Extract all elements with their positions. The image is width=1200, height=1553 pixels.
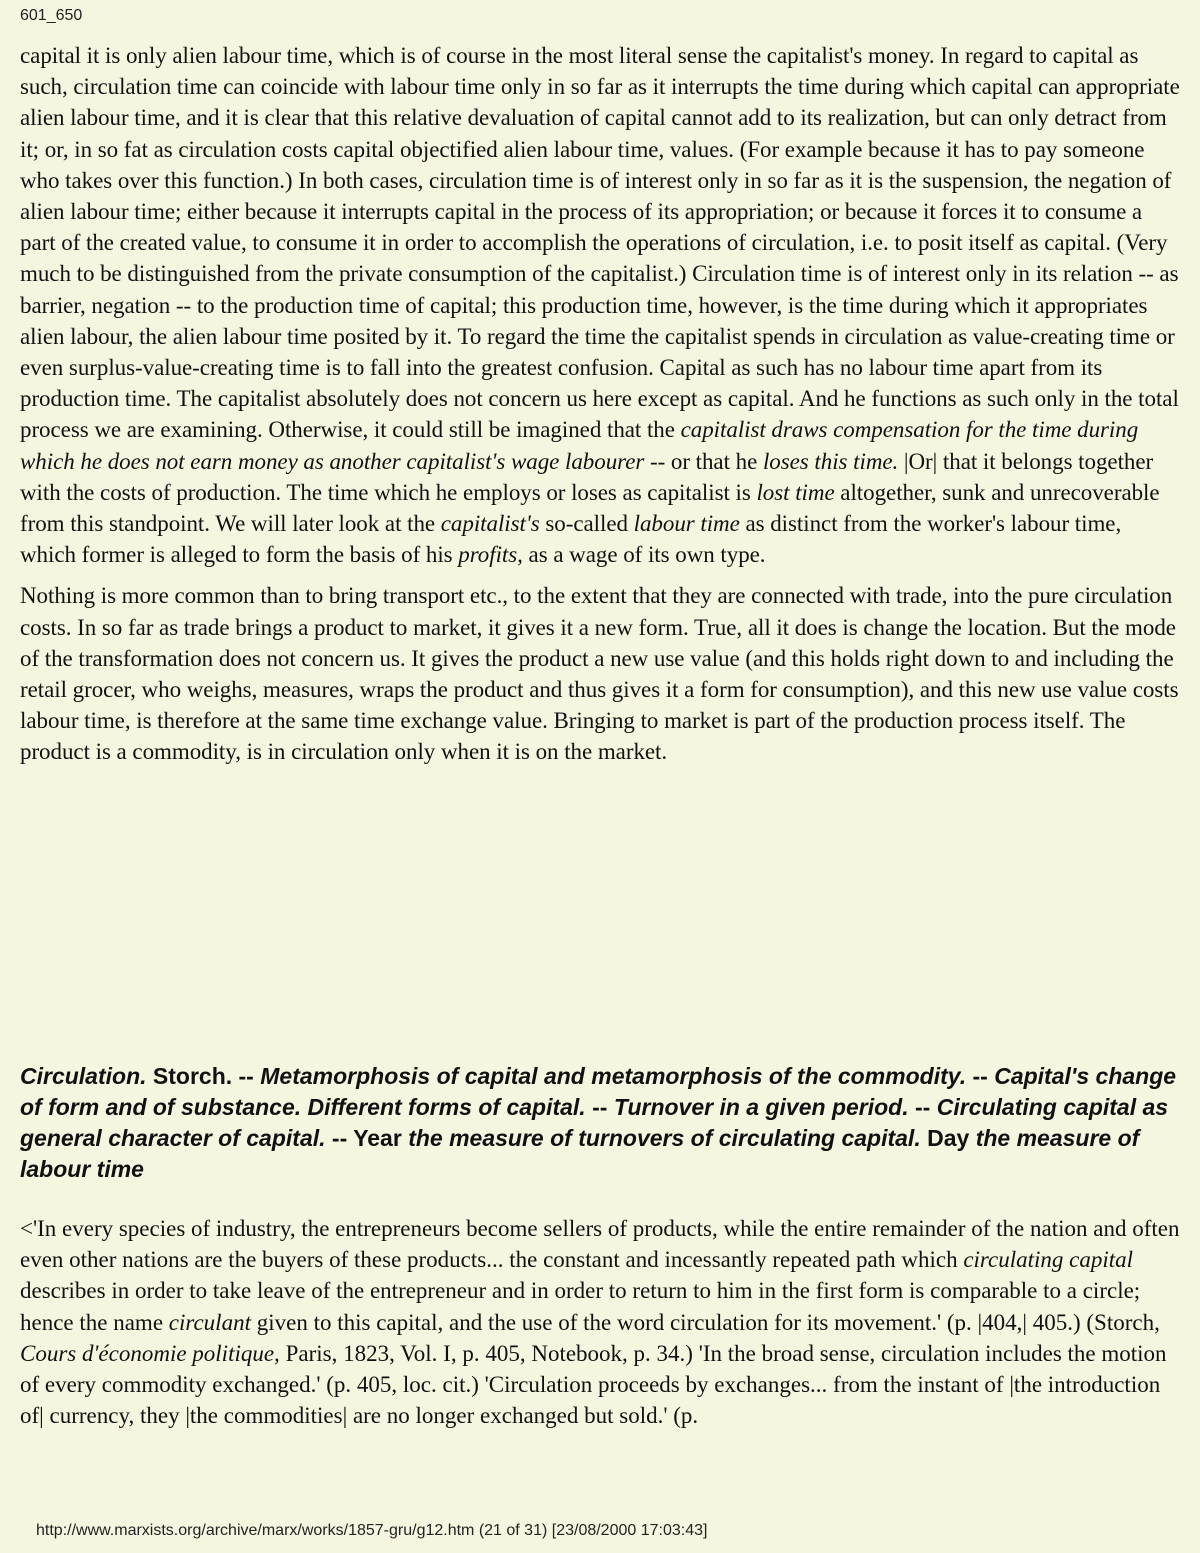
paragraph-circulation-time	[20, 40, 1182, 570]
italic-run: loses this time.	[763, 449, 898, 474]
paragraph-transport: Nothing is more common than to bring transport etc., to the extent that they are connected with trade, into the pure circulation costs. In so far as trade brings a product to market, it gives it a new form. True, all it does is change the location. But the mode of the transformation does not concern us. It gives the product a new use value (and this holds right down to and including the retail grocer, who weighs, measures, wraps the product and thus gives it a form for consumption), and this new use value costs labour time, is therefore at the same time exchange value. Bringing to market is part of the production process itself. The product is a commodity, is in circulation only when it is on the market.	[20, 580, 1182, 767]
text-run: altogether, sunk and unrecoverable from this standpoint. We will later look at the	[20, 480, 1160, 536]
main-text	[20, 40, 1182, 768]
text-run: |Or| that it belongs together with the costs of production. The time which he employs or loses as capitalist is	[20, 449, 1153, 505]
italic-run: lost time	[756, 480, 834, 505]
page-range-header: 601_650	[20, 7, 82, 25]
text-run: <'In every species of industry, the entrepreneurs become sellers of products, while the entire remainder of the nation and often even other nations are the buyers of these products... the constant and incessantly repeated path which	[20, 1216, 1179, 1272]
heading-run: Turnover in a given period.	[614, 1094, 909, 1120]
italic-run: Cours d'économie politique,	[20, 1341, 280, 1366]
heading-run: Day	[921, 1125, 976, 1151]
text-run: describes in order to take leave of the entrepreneur and in order to return to him in the first form is comparable to a circle; hence the name	[20, 1278, 1140, 1334]
italic-run: capitalist draws compensation for the time during which he does not earn money as another capitalist's wage labourer	[20, 417, 1138, 473]
heading-run: Storch. --	[147, 1063, 261, 1089]
heading-run: the measure of turnovers of circulating capital.	[408, 1125, 921, 1151]
heading-run: --	[966, 1063, 994, 1089]
italic-run: profits,	[458, 542, 523, 567]
text-run: so-called	[540, 511, 634, 536]
italic-run: circulating capital	[963, 1247, 1133, 1272]
italic-run: labour time	[634, 511, 740, 536]
section-heading	[20, 1061, 1185, 1185]
text-run: as distinct from the worker's labour time, which former is alleged to form the basis of his	[20, 511, 1121, 567]
heading-run: the measure of labour time	[20, 1125, 1139, 1182]
source-url-footer: http://www.marxists.org/archive/marx/works/1857-gru/g12.htm (21 of 31) [23/08/2000 17:03:43]	[36, 1522, 707, 1540]
heading-run: Capital's change of form and of substance. Different forms of capital.	[20, 1063, 1176, 1120]
text-run: Paris, 1823, Vol. I, p. 405, Notebook, p. 34.) 'In the broad sense, circulation includes the motion of every commodity exchanged.' (p. 405, loc. cit.) 'Circulation proceeds by exchanges... from the instant of |the introduction of| currency, they |the commodities| are no longer exchanged but sold.' (p.	[20, 1341, 1167, 1428]
text-run: capital it is only alien labour time, which is of course in the most literal sense the capitalist's money. In regard to capital as such, circulation time can coincide with labour time only in so far as it interrupts the time during which capital can appropriate alien labour time, and it is clear that this relative devaluation of capital cannot add to its realization, but can only detract from it; or, in so fat as circulation costs capital objectified alien labour time, values. (For example because it has to pay someone who takes over this function.) In both cases, circulation time is of interest only in so far as it is the suspension, the negation of alien labour time; either because it interrupts capital in the process of its appropriation; or because it forces it to consume a part of the created value, to consume it in order to accomplish the operations of circulation, i.e. to posit itself as capital. (Very much to be distinguished from the private consumption of the capitalist.) Circulation time is of interest only in its relation -- as barrier, negation -- to the production time of capital; this production time, however, is the time during which it appropriates alien labour, the alien labour time posited by it. To regard the time the capitalist spends in circulation as value-creating time or even surplus-value-creating time is to fall into the greatest confusion. Capital as such has no labour time apart from its production time. The capitalist absolutely does not concern us here except as capital. And he functions as such only in the total process we are examining. Otherwise, it could still be imagined that the	[20, 43, 1180, 442]
italic-run: circulant	[169, 1310, 251, 1335]
heading-run: -- Year	[326, 1125, 409, 1151]
heading-run: Circulation.	[20, 1063, 147, 1089]
heading-run: Metamorphosis of capital and metamorphosis of the commodity.	[260, 1063, 966, 1089]
italic-run: capitalist's	[441, 511, 540, 536]
paragraph-storch-quote	[20, 1213, 1185, 1431]
heading-run: --	[909, 1094, 937, 1120]
heading-run: Circulating capital as general character of capital.	[20, 1094, 1168, 1151]
text-run: -- or that he	[644, 449, 763, 474]
text-run: given to this capital, and the use of the word circulation for its movement.' (p. |404,| 405.) (Storch,	[251, 1310, 1160, 1335]
text-run: as a wage of its own type.	[523, 542, 766, 567]
heading-run: --	[586, 1094, 614, 1120]
